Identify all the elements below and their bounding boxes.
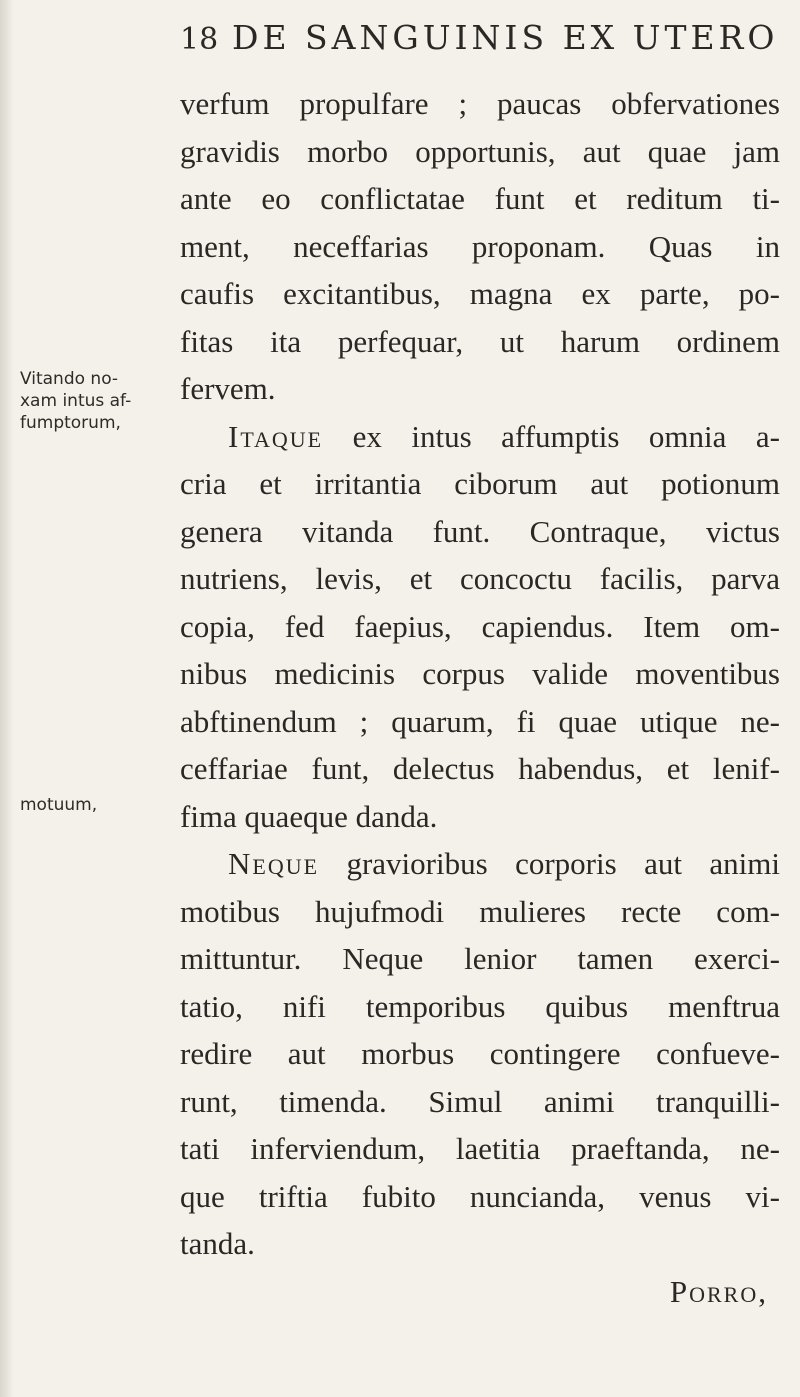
text-line: ante eo conflictatae funt et reditum ti- xyxy=(180,181,780,216)
paragraph-lead-word: Itaque xyxy=(228,418,324,454)
marginal-note-line: fumptorum, xyxy=(20,413,121,433)
marginal-note-vitando xyxy=(20,368,170,434)
paragraph-lead-word: Neque xyxy=(228,846,320,881)
text-line: redire aut morbus contingere confueve- xyxy=(180,1036,780,1071)
paragraph-start-line xyxy=(180,413,780,461)
text-line: abftinendum ; quarum, fi quae utique ne- xyxy=(180,703,780,739)
text-line: fitas ita perfequar, ut harum ordinem xyxy=(180,323,780,359)
catchword xyxy=(180,1268,780,1316)
paragraph-start-line xyxy=(180,840,780,888)
text-line: tati inferviendum, laetitia praeftanda, ne- xyxy=(180,1131,780,1166)
text-line: fervem. xyxy=(180,371,276,406)
text-line: ment, neceffarias proponam. Quas in xyxy=(180,228,780,264)
marginal-note-line: Vitando no- xyxy=(20,369,119,389)
page-header xyxy=(180,18,780,57)
body-text xyxy=(180,80,780,1315)
text-line: que triftia fubito nuncianda, venus vi- xyxy=(180,1178,780,1214)
marginal-note-line: motuum, xyxy=(20,795,98,815)
text-line: genera vitanda funt. Contraque, victus xyxy=(180,513,780,549)
line-remainder: ex intus affumptis omnia a- xyxy=(323,418,780,454)
text-line: mittuntur. Neque lenior tamen exerci- xyxy=(180,941,780,976)
text-line: runt, timenda. Simul animi tranquilli- xyxy=(180,1083,780,1119)
text-line: caufis excitantibus, magna ex parte, po- xyxy=(180,276,780,311)
text-line: tatio, nifi temporibus quibus menftrua xyxy=(180,988,780,1024)
text-line: cria et irritantia ciborum aut potionum xyxy=(180,466,780,501)
text-line: verfum propulfare ; paucas obfervationes xyxy=(180,86,780,121)
text-line: nutriens, levis, et concoctu facilis, parva xyxy=(180,561,780,596)
marginal-note-line: xam intus af- xyxy=(20,391,132,411)
text-line: nibus medicinis corpus valide moventibus xyxy=(180,656,780,691)
marginal-note-motuum xyxy=(20,794,170,816)
catchword-text: Porro, xyxy=(669,1273,768,1309)
page-number: 18 xyxy=(180,22,219,57)
text-line: ceffariae funt, delectus habendus, et lenif- xyxy=(180,751,780,786)
running-title: DE SANGUINIS EX UTERO xyxy=(232,18,779,57)
line-remainder: gravioribus corporis aut animi xyxy=(319,846,780,881)
page-binding-edge xyxy=(0,0,14,1397)
text-line: copia, fed faepius, capiendus. Item om- xyxy=(180,608,780,644)
text-line: gravidis morbo opportunis, aut quae jam xyxy=(180,133,780,169)
text-line: fima quaeque danda. xyxy=(180,798,438,834)
text-line: tanda. xyxy=(180,1226,255,1261)
text-line: motibus hujufmodi mulieres recte com- xyxy=(180,893,780,929)
